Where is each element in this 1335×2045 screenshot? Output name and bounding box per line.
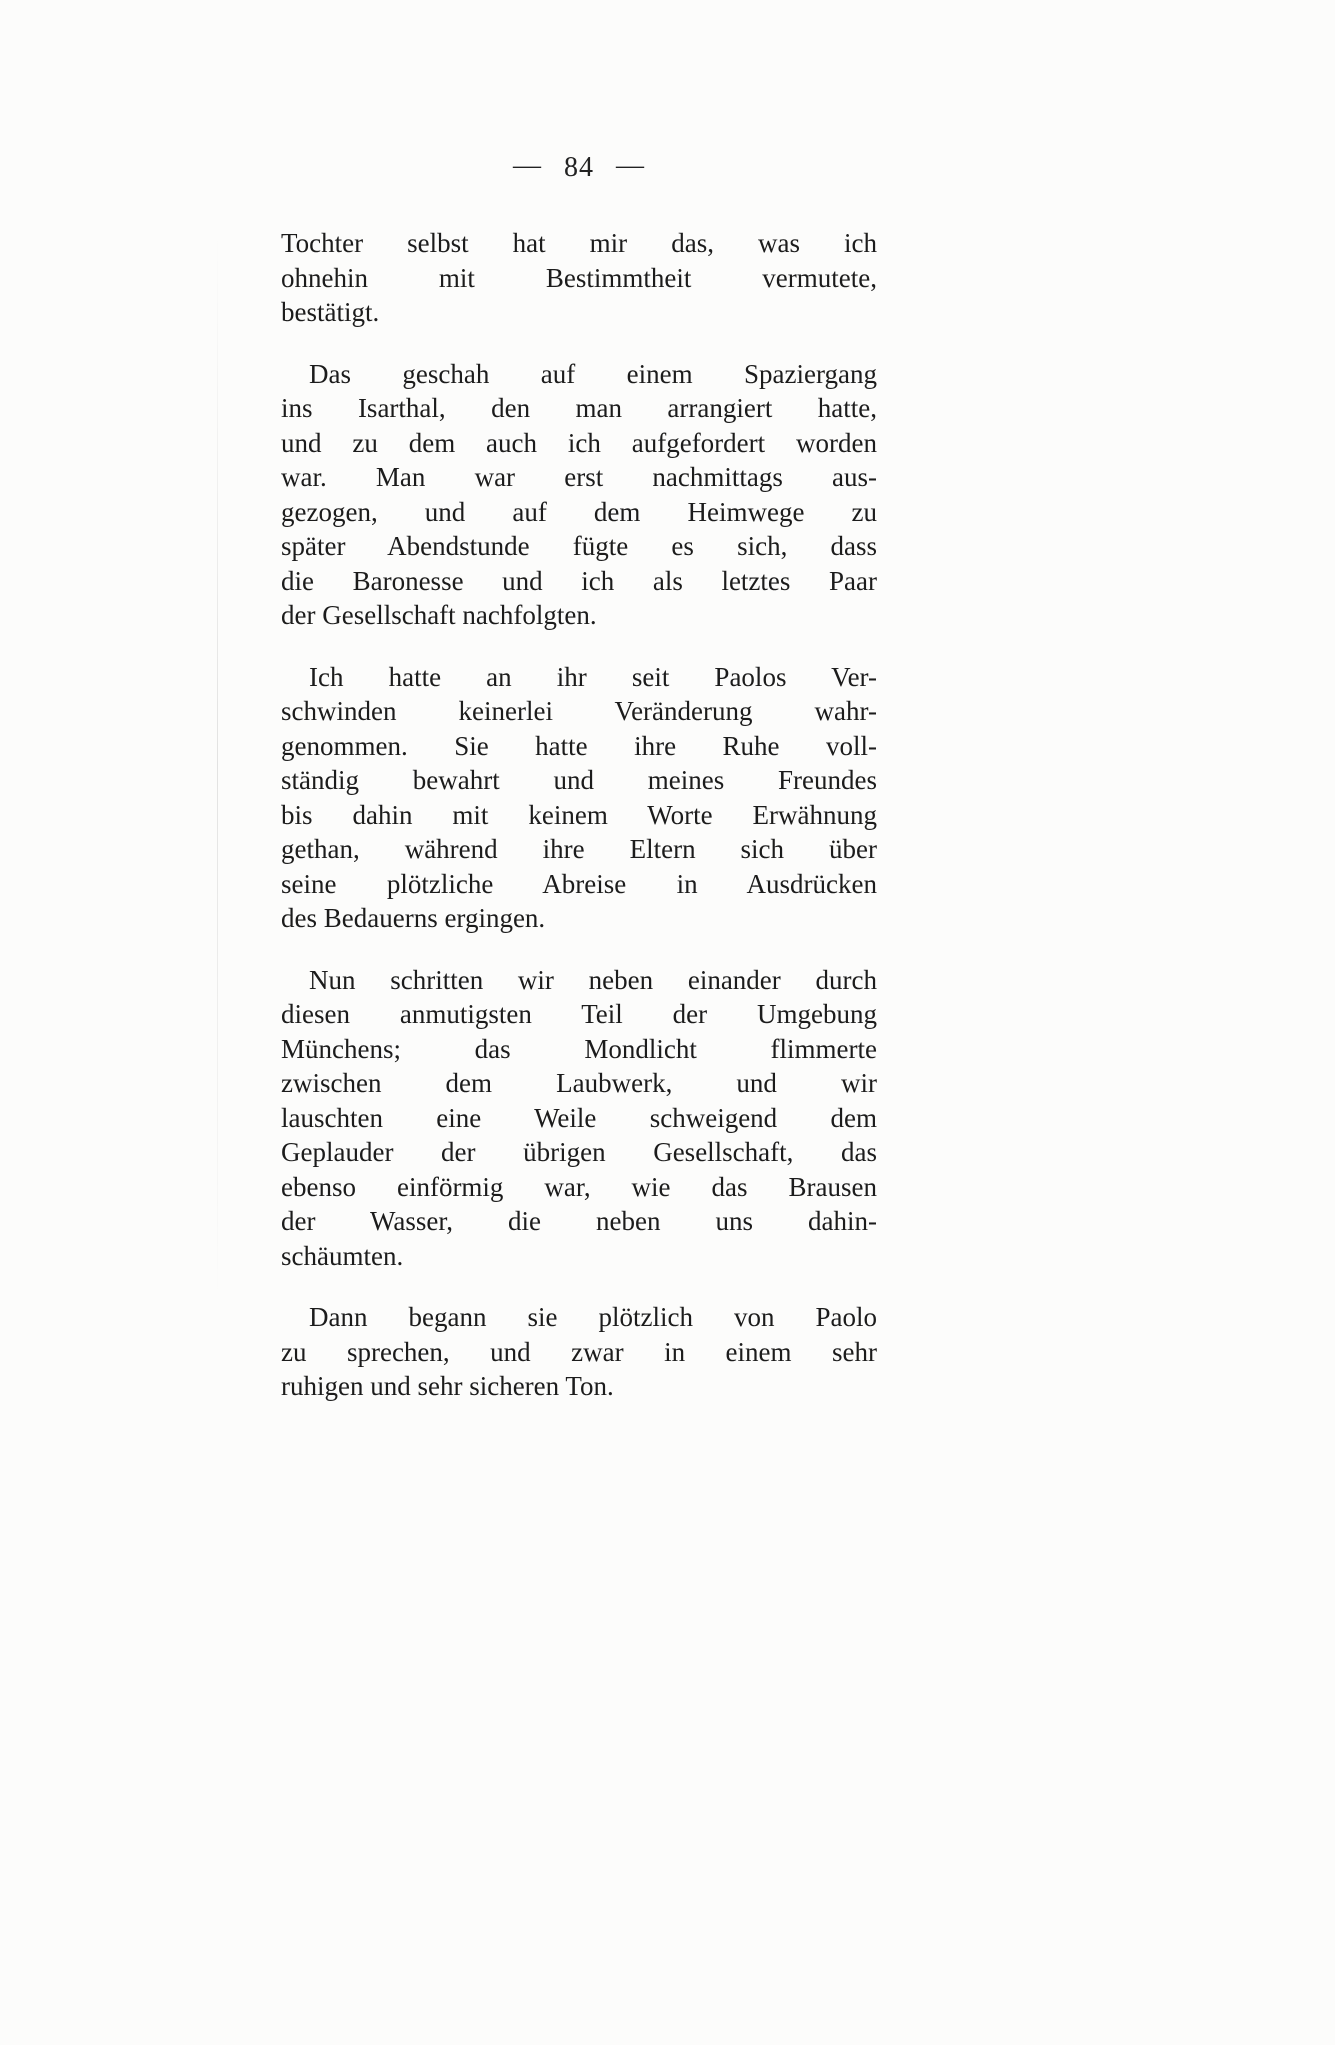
text-line: die Baronesse und ich als letztes Paar bbox=[281, 565, 877, 596]
text-line: zu sprechen, und zwar in einem sehr bbox=[281, 1336, 877, 1367]
text-line: ebenso einförmig war, wie das Brausen bbox=[281, 1171, 877, 1202]
text-line: schäumten. bbox=[281, 1240, 404, 1271]
text-line: Das geschah auf einem Spaziergang bbox=[309, 358, 877, 389]
text-line: Tochter selbst hat mir das, was ich bbox=[281, 228, 877, 258]
text-line: Nun schritten wir neben einander durch bbox=[309, 964, 877, 995]
scan-gutter-shadow bbox=[217, 230, 218, 1300]
text-line: ohnehin mit Bestimmtheit vermutete, bbox=[281, 262, 877, 293]
header-right-dash: — bbox=[616, 150, 645, 181]
text-line: Münchens; das Mondlicht flimmerte bbox=[281, 1033, 877, 1064]
text-line: später Abendstunde fügte es sich, dass bbox=[281, 531, 877, 561]
text-line: lauschten eine Weile schweigend dem bbox=[281, 1102, 877, 1133]
text-line: diesen anmutigsten Teil der Umgebung bbox=[281, 999, 877, 1029]
text-line: genommen. Sie hatte ihre Ruhe voll- bbox=[281, 730, 877, 761]
header-left-dash: — bbox=[513, 150, 542, 181]
text-line: Dann begann sie plötzlich von Paolo bbox=[309, 1302, 877, 1332]
text-line: ins Isarthal, den man arrangiert hatte, bbox=[281, 393, 877, 423]
text-line: Geplauder der übrigen Gesellschaft, das bbox=[281, 1137, 877, 1167]
text-line: schwinden keinerlei Veränderung wahr- bbox=[281, 696, 877, 726]
text-line: gezogen, und auf dem Heimwege zu bbox=[281, 496, 877, 527]
text-line: gethan, während ihre Eltern sich über bbox=[281, 834, 877, 864]
text-line: ruhigen und sehr sicheren Ton. bbox=[281, 1371, 614, 1401]
page-number-header bbox=[281, 152, 877, 184]
text-line: der Gesellschaft nachfolgten. bbox=[281, 600, 597, 630]
text-line: war. Man war erst nachmittags aus- bbox=[281, 462, 877, 492]
text-line: bestätigt. bbox=[281, 297, 380, 327]
text-line: Ich hatte an ihr seit Paolos Ver- bbox=[309, 661, 877, 692]
text-line: seine plötzliche Abreise in Ausdrücken bbox=[281, 868, 877, 899]
text-line: der Wasser, die neben uns dahin- bbox=[281, 1206, 877, 1236]
text-line: zwischen dem Laubwerk, und wir bbox=[281, 1068, 877, 1098]
text-line: und zu dem auch ich aufgefordert worden bbox=[281, 427, 877, 458]
text-line: des Bedauerns ergingen. bbox=[281, 903, 546, 933]
text-line: bis dahin mit keinem Worte Erwähnung bbox=[281, 799, 877, 830]
text-column bbox=[281, 152, 877, 1431]
body-text bbox=[281, 226, 877, 1404]
text-line: ständig bewahrt und meines Freundes bbox=[281, 765, 877, 795]
page-number: 84 bbox=[564, 152, 594, 183]
